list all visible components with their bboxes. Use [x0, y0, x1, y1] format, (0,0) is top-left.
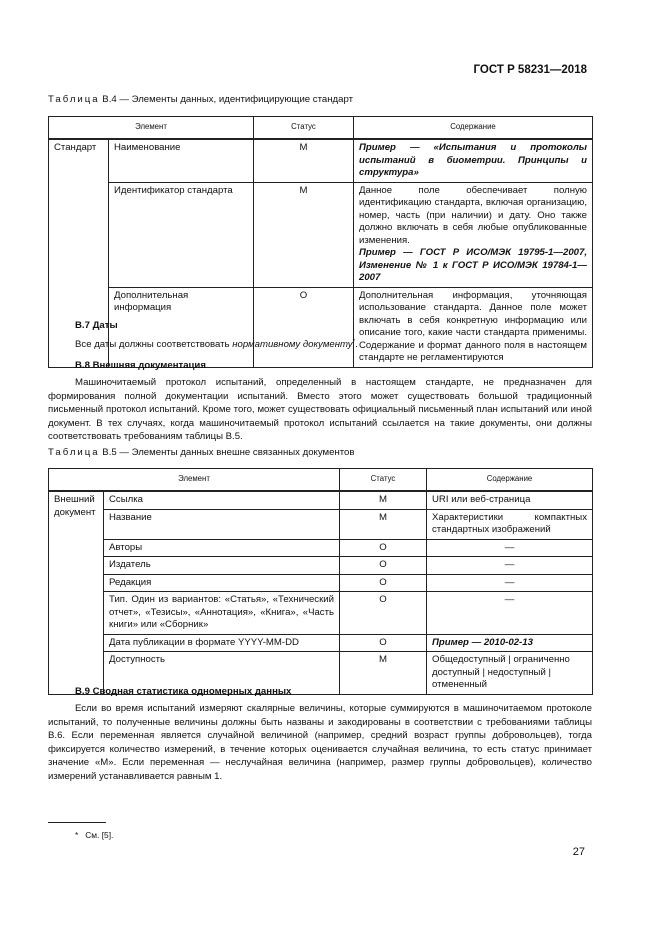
- table-row: [49, 139, 593, 182]
- element-name-cell: Ссылка: [104, 491, 340, 509]
- table-row: [49, 634, 593, 652]
- table-row: [49, 491, 593, 509]
- group-cell: Стандарт: [49, 139, 109, 367]
- status-cell: М: [254, 139, 354, 182]
- table-row: [49, 182, 593, 287]
- status-cell: О: [254, 287, 354, 367]
- section-b7-title: В.7 Даты: [75, 320, 118, 331]
- table-row: [49, 539, 593, 557]
- status-cell: М: [340, 652, 427, 695]
- element-name-cell: Название: [104, 509, 340, 539]
- status-cell: О: [340, 574, 427, 592]
- element-name-cell: Тип. Один из вариантов: «Статья», «Технический отчет», «Тезисы», «Аннотация», «Книга», «Часть книги» или «Сборник»: [104, 592, 340, 635]
- section-b8-paragraph: Машиночитаемый протокол испытаний, определенный в настоящем стандарте, не предназначен для формирования полной документации испытаний. Вместо этого может существовать большой традиционный письменный протокол испытаний. Кроме того, может существовать официальный письменный план испытаний или иной документ. В тех случаях, когда машиночитаемый протокол испытаний ссылается на такие документы, они должны соответствовать требованиям таблицы В.5.: [48, 377, 592, 442]
- column-header-content: Содержание: [354, 117, 593, 140]
- section-b9-title: В.9 Сводная статистика одномерных данных: [75, 686, 292, 697]
- element-name-cell: Дата публикации в формате YYYY-MM-DD: [104, 634, 340, 652]
- status-cell: О: [340, 634, 427, 652]
- page-number: 27: [572, 846, 585, 858]
- standard-code-header: ГОСТ Р 58231—2018: [473, 64, 587, 76]
- status-cell: О: [340, 592, 427, 635]
- section-b9-paragraph: Если во время испытаний измеряют скалярные величины, которые суммируются в машиночитаемом протоколе испытаний, то полученные величины должны быть названы и закодированы в соответствии с требованиями таблицы В.6. Если переменная является случайной величиной (например, средний возраст группы добровольцев), тогда фиксируется количество измерений, в течение которых оценивается случайная величина, то есть статус принимает значение «М». Если переменная — неслучайная величина (например, размер группы добровольцев), количество измерений устанавливается равным 1.: [48, 703, 592, 782]
- status-cell: М: [340, 509, 427, 539]
- content-cell: Дополнительная информация, уточняющая использование стандарта. Данное поле может включать в себя конкретную информацию или описание того, какие части стандарта применимы. Содержание и формат данного поля в настоящем стандарте не регламентируются: [354, 287, 593, 367]
- element-name-cell: Идентификатор стандарта: [109, 182, 254, 287]
- content-cell: —: [427, 557, 593, 575]
- content-cell: [354, 182, 593, 287]
- column-header-status: Статус: [254, 117, 354, 140]
- table-b5-caption: Таблица В.5 — Элементы данных внешне связанных документов: [48, 447, 355, 458]
- example-text: Пример — «Испытания и протоколы испытаний в биометрии. Принципы и структура»: [354, 139, 593, 182]
- table-b4-caption: Таблица В.4 — Элементы данных, идентифицирующие стандарт: [48, 94, 353, 105]
- section-b7-text: Все даты должны соответствовать нормативному документу*.: [75, 337, 358, 350]
- status-cell: М: [254, 182, 354, 287]
- column-header-element: Элемент: [49, 469, 340, 492]
- element-name-cell: Редакция: [104, 574, 340, 592]
- status-cell: О: [340, 539, 427, 557]
- example-text: Пример — ГОСТ Р ИСО/МЭК 19795-1—2007, Изменение № 1 к ГОСТ Р ИСО/МЭК 19784-1—2007: [359, 247, 587, 283]
- content-cell: —: [427, 592, 593, 635]
- table-b5: [48, 468, 593, 695]
- content-cell: —: [427, 539, 593, 557]
- table-row: [49, 509, 593, 539]
- element-name-cell: Издатель: [104, 557, 340, 575]
- status-cell: М: [340, 491, 427, 509]
- table-b4: [48, 116, 593, 368]
- group-cell: Внешний документ: [49, 491, 104, 694]
- content-text: Данное поле обеспечивает полную идентификацию стандарта, включая организацию, номер, часть (при наличии) и дату. Оно также должно включать в себя любые опубликованные изменения.: [359, 184, 587, 246]
- table-row: [49, 574, 593, 592]
- content-cell: Характеристики компактных стандартных изображений: [427, 509, 593, 539]
- column-header-content: Содержание: [427, 469, 593, 492]
- section-b8-title: В.8 Внешняя документация: [75, 360, 206, 371]
- element-name-cell: Дополнительная информация: [109, 287, 254, 367]
- table-row: [49, 592, 593, 635]
- content-cell: URI или веб-страница: [427, 491, 593, 509]
- footnote: * См. [5].: [75, 830, 114, 840]
- element-name-cell: Наименование: [109, 139, 254, 182]
- element-name-cell: Авторы: [104, 539, 340, 557]
- content-cell: Общедоступный | ограниченно доступный | недоступный | отмененный: [427, 652, 593, 695]
- element-name-cell: Доступность: [104, 652, 340, 695]
- table-row: [49, 287, 593, 367]
- column-header-element: Элемент: [49, 117, 254, 140]
- content-cell: —: [427, 574, 593, 592]
- footnote-divider: [48, 822, 106, 823]
- status-cell: О: [340, 557, 427, 575]
- column-header-status: Статус: [340, 469, 427, 492]
- example-text: Пример — 2010-02-13: [427, 634, 593, 652]
- table-row: [49, 557, 593, 575]
